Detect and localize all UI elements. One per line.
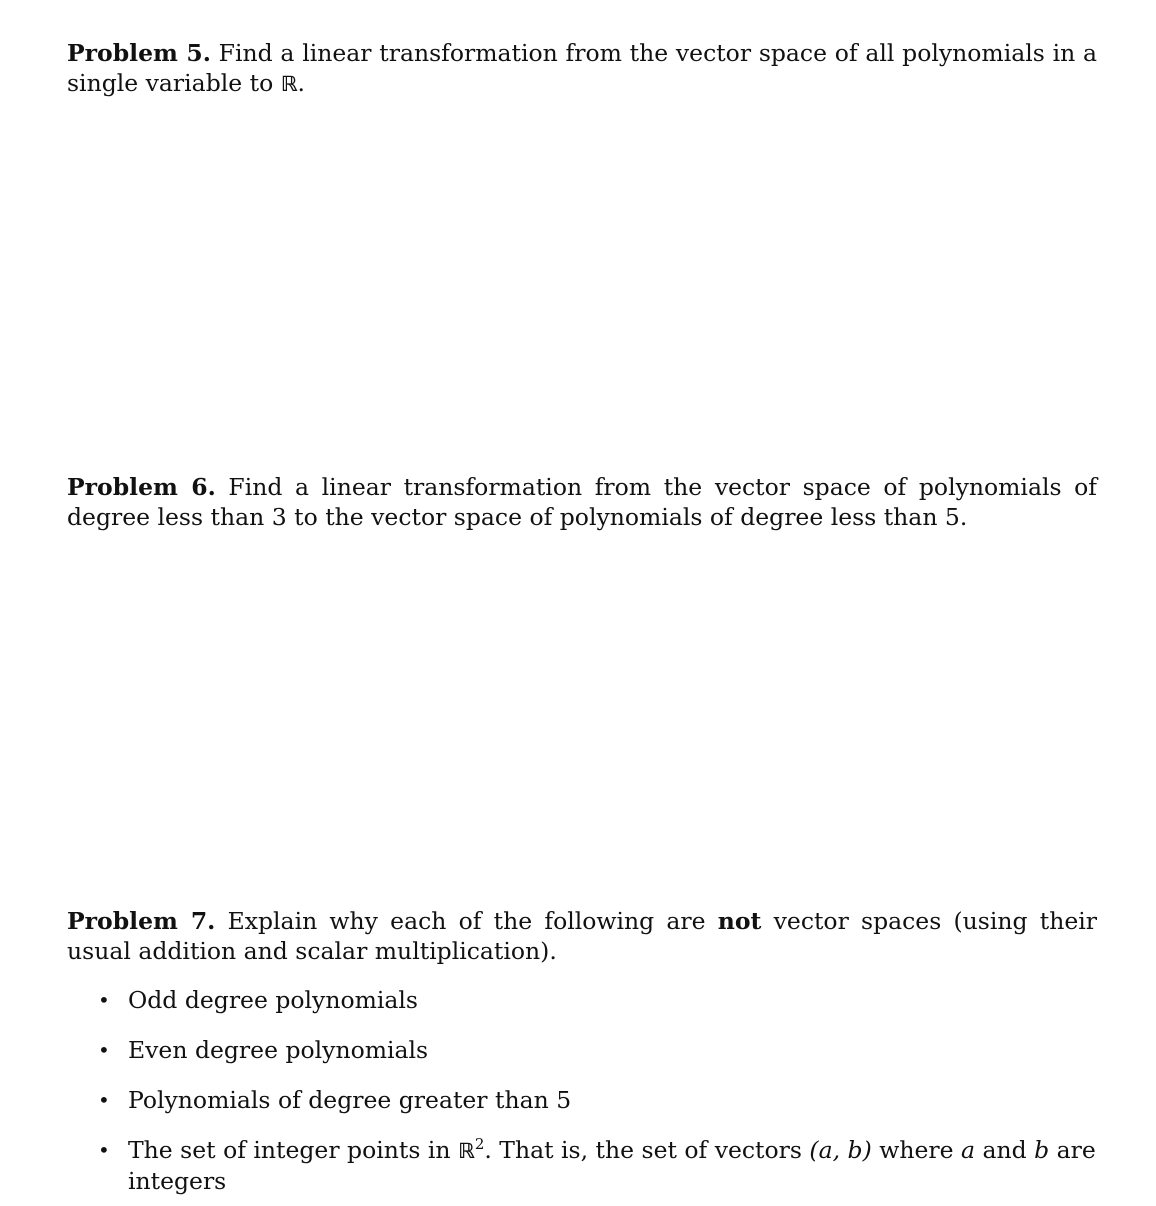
var-b: b xyxy=(1034,1136,1050,1164)
list-item-text: Odd degree polynomials xyxy=(128,986,418,1014)
problem-7-text-start: Explain why each of the following are xyxy=(215,907,718,935)
problem-7-text-end: vector spaces (using their usual addition and scalar multiplication). xyxy=(67,907,1097,965)
bullet-icon: • xyxy=(98,1088,110,1112)
problem-6 xyxy=(67,472,1097,532)
problem-7-list xyxy=(98,985,1098,1195)
problem-5-text: Find a linear transformation from the vector space of all polynomials in a single variable to xyxy=(67,39,1097,97)
problem-5 xyxy=(67,38,1097,99)
problem-5-label: Problem 5. xyxy=(67,39,211,67)
list-item xyxy=(98,985,1098,1035)
reals-symbol: ℝ xyxy=(457,1139,475,1163)
list-item xyxy=(98,1085,1098,1135)
list-item-text: The set of integer points in ℝ$^2$. That is, the set of vectors (a, b) where a and b are integers xyxy=(128,1135,1096,1195)
bullet-icon: • xyxy=(98,1138,110,1162)
problem-7-label: Problem 7. xyxy=(67,907,216,935)
bullet-icon: • xyxy=(98,988,110,1012)
var-a: a xyxy=(961,1136,976,1164)
list-item xyxy=(98,1135,1098,1195)
problem-6-label: Problem 6. xyxy=(67,473,216,501)
reals-symbol: ℝ xyxy=(280,72,298,96)
list-item-text: Even degree polynomials xyxy=(128,1036,429,1064)
exponent: 2 xyxy=(474,1135,485,1154)
problem-7-emphasis: not xyxy=(717,907,762,935)
bullet-icon: • xyxy=(98,1038,110,1062)
problem-6-text: Find a linear transformation from the vector space of polynomials of degree less than 3 to the vector space of polynomials of degree less than 5. xyxy=(67,473,1097,531)
problem-7 xyxy=(67,906,1097,966)
list-item-text: Polynomials of degree greater than 5 xyxy=(128,1086,572,1114)
list-item xyxy=(98,1035,1098,1085)
vector-ab: (a, b) xyxy=(809,1136,872,1164)
problem-5-period: . xyxy=(297,69,306,97)
